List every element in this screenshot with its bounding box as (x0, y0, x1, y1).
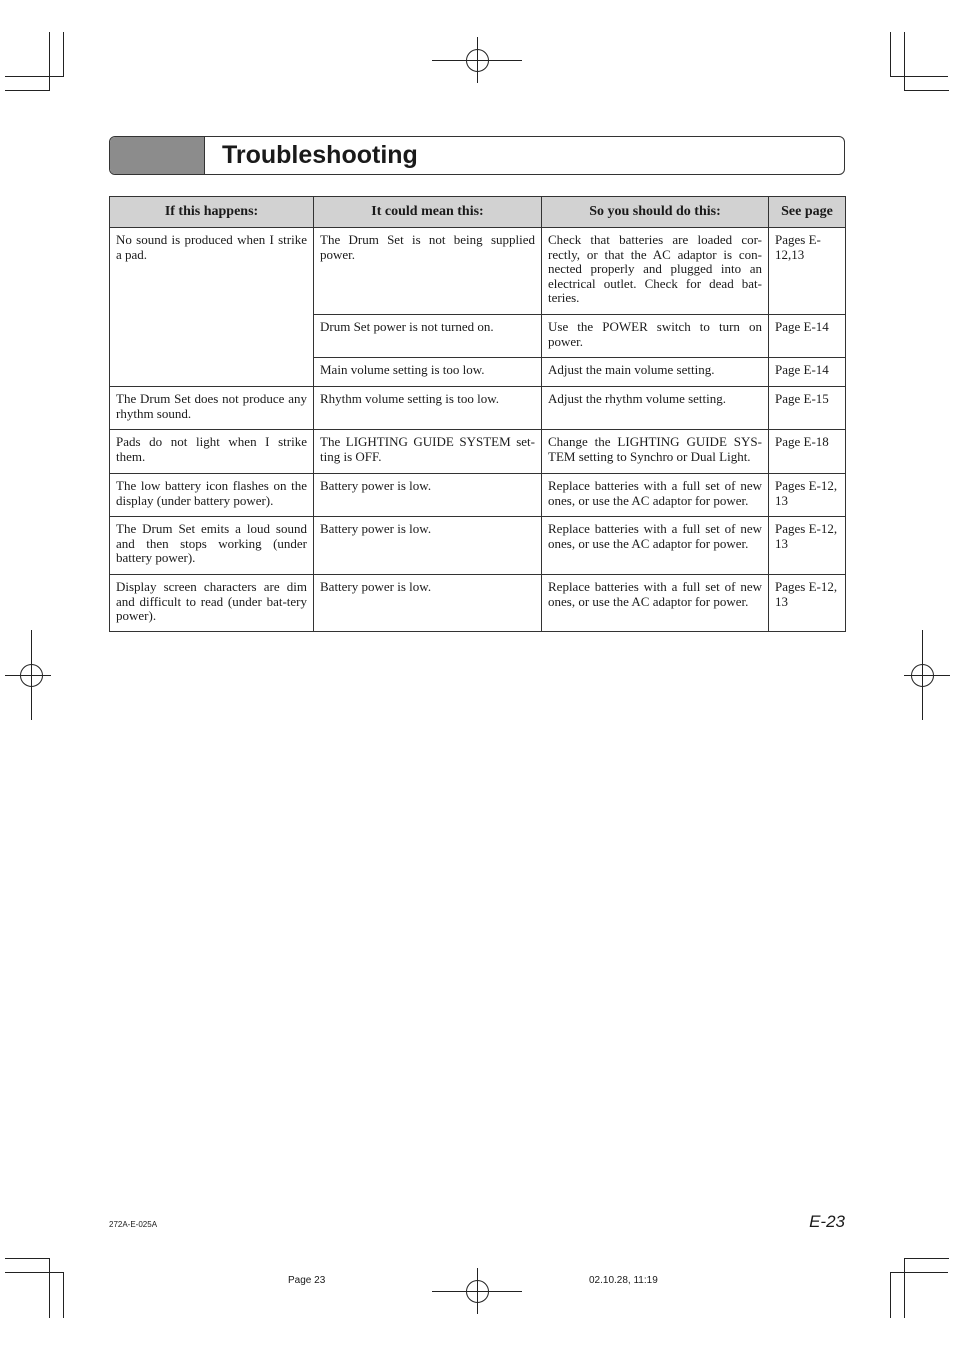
cause-cell: Battery power is low. (314, 517, 542, 575)
table-row (110, 575, 846, 632)
cause-cell: The Drum Set is not being supplied power. (314, 228, 542, 315)
page-cell: Page E-14 (769, 315, 846, 358)
action-cell: Check that batteries are loaded cor-rectly, or that the AC adaptor is con-nected properly and plugged into an electrical outlet. Check for dead bat-teries. (542, 228, 769, 315)
header-action: So you should do this: (542, 197, 769, 228)
document-code: 272A-E-025A (109, 1220, 158, 1229)
action-cell: Replace batteries with a full set of new ones, or use the AC adaptor for power. (542, 474, 769, 517)
troubleshooting-table (109, 196, 846, 632)
header-see-page: See page (769, 197, 846, 228)
print-datetime: 02.10.28, 11:19 (589, 1275, 658, 1286)
page-cell: Page E-18 (769, 430, 846, 474)
table-row (110, 474, 846, 517)
problem-cell: The low battery icon flashes on the display (under battery power). (110, 474, 314, 517)
action-cell: Adjust the main volume setting. (542, 358, 769, 387)
page-cell: Pages E-12, 13 (769, 474, 846, 517)
cause-cell: Drum Set power is not turned on. (314, 315, 542, 358)
cause-cell: Rhythm volume setting is too low. (314, 387, 542, 430)
title-tab (110, 137, 205, 174)
table-row (110, 430, 846, 474)
table-row (110, 517, 846, 575)
cause-cell: The LIGHTING GUIDE SYSTEM set-ting is OFF. (314, 430, 542, 474)
header-problem: If this happens: (110, 197, 314, 228)
page-cell: Page E-14 (769, 358, 846, 387)
action-cell: Use the POWER switch to turn on power. (542, 315, 769, 358)
registration-mark-right (904, 630, 950, 720)
action-cell: Adjust the rhythm volume setting. (542, 387, 769, 430)
action-cell: Replace batteries with a full set of new ones, or use the AC adaptor for power. (542, 575, 769, 632)
table-row (110, 228, 846, 315)
page-title: Troubleshooting (222, 141, 418, 169)
action-cell: Change the LIGHTING GUIDE SYS-TEM setting to Synchro or Dual Light. (542, 430, 769, 474)
problem-cell: No sound is produced when I strike a pad. (110, 228, 314, 387)
page-cell: Pages E-12, 13 (769, 575, 846, 632)
header-cause: It could mean this: (314, 197, 542, 228)
table-row (110, 387, 846, 430)
problem-cell: The Drum Set does not produce any rhythm sound. (110, 387, 314, 430)
problem-cell: Pads do not light when I strike them. (110, 430, 314, 474)
registration-mark-bottom (432, 1268, 522, 1314)
action-cell: Replace batteries with a full set of new ones, or use the AC adaptor for power. (542, 517, 769, 575)
page-number: E-23 (809, 1212, 845, 1231)
page-cell: Pages E-12, 13 (769, 517, 846, 575)
cause-cell: Battery power is low. (314, 575, 542, 632)
cause-cell: Battery power is low. (314, 474, 542, 517)
problem-cell: The Drum Set emits a loud sound and then stops working (under battery power). (110, 517, 314, 575)
page-cell: Pages E-12,13 (769, 228, 846, 315)
problem-cell: Display screen characters are dim and difficult to read (under bat-tery power). (110, 575, 314, 632)
page-cell: Page E-15 (769, 387, 846, 430)
print-page-label: Page 23 (288, 1275, 326, 1286)
registration-mark-top (432, 37, 522, 83)
registration-mark-left (5, 630, 51, 720)
table-header-row (110, 197, 846, 228)
cause-cell: Main volume setting is too low. (314, 358, 542, 387)
section-title-bar (109, 136, 845, 175)
